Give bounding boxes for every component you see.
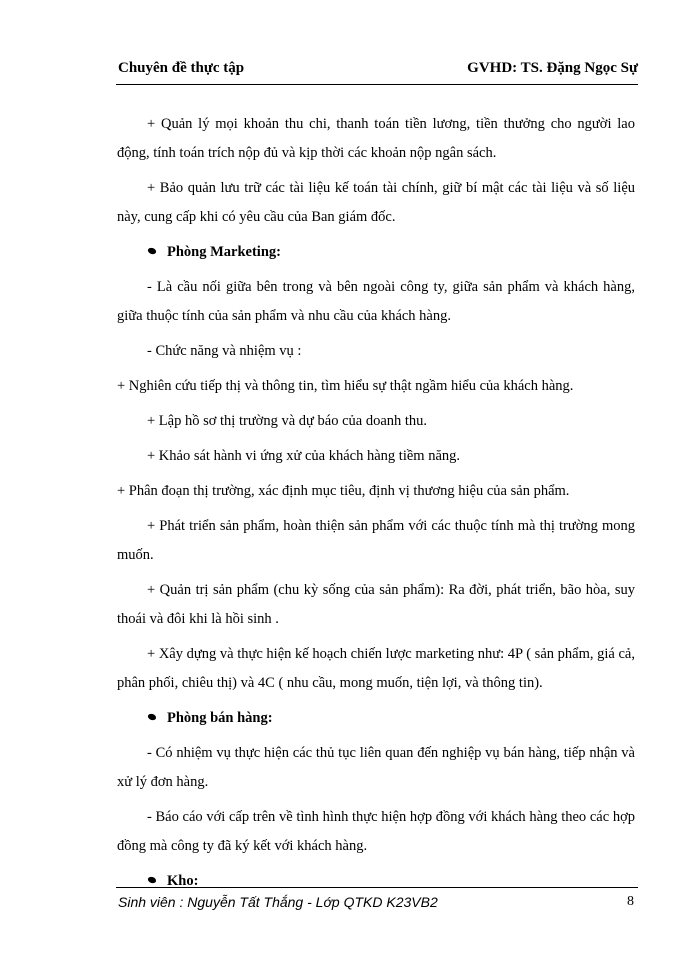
header-advisor: GVHD: TS. Đặng Ngọc Sự [467, 60, 638, 76]
paragraph: + Quản trị sản phẩm (chu kỳ sống của sản phẩm): Ra đời, phát triển, bão hòa, suy thoái và đôi khi là hồi sinh . [117, 582, 635, 627]
paragraph: - Chức năng và nhiệm vụ : [147, 343, 302, 359]
bullet-icon [147, 876, 157, 885]
page-footer [116, 887, 638, 916]
page-number: 8 [627, 894, 634, 909]
paragraph: + Lập hồ sơ thị trường và dự báo của doanh thu. [147, 413, 428, 429]
paragraph: + Khảo sát hành vi ứng xử của khách hàng tiềm năng. [147, 448, 461, 464]
header-title: Chuyên đề thực tập [118, 60, 245, 76]
paragraph: + Nghiên cứu tiếp thị và thông tin, tìm hiểu sự thật ngầm hiểu của khách hàng. [117, 378, 574, 394]
paragraph: + Phân đoạn thị trường, xác định mục tiêu, định vị thương hiệu của sản phẩm. [117, 483, 570, 499]
paragraph: + Bảo quản lưu trữ các tài liệu kế toán tài chính, giữ bí mật các tài liệu và số liệu này, cung cấp khi có yêu cầu của Ban giám đốc. [117, 180, 635, 225]
paragraph: - Có nhiệm vụ thực hiện các thủ tục liên quan đến nghiệp vụ bán hàng, tiếp nhận và xử lý đơn hàng. [117, 745, 635, 790]
section-heading-marketing [117, 238, 635, 267]
page-header [116, 58, 638, 85]
document-body [117, 110, 635, 896]
heading-text: Phòng Marketing: [167, 244, 281, 260]
heading-text: Kho: [167, 873, 199, 889]
paragraph: + Xây dựng và thực hiện kế hoạch chiến lược marketing như: 4P ( sản phẩm, giá cả, phân phối, chiêu thị) và 4C ( nhu cầu, mong muốn, tiện lợi, và thông tin). [117, 646, 635, 691]
paragraph: - Là cầu nối giữa bên trong và bên ngoài công ty, giữa sản phẩm và khách hàng, giữa thuộc tính của sản phẩm và nhu cầu của khách hàng. [117, 279, 635, 324]
heading-text: Phòng bán hàng: [167, 710, 273, 726]
bullet-icon [147, 713, 157, 722]
bullet-icon [147, 247, 157, 256]
paragraph: + Phát triển sản phẩm, hoàn thiện sản phẩm với các thuộc tính mà thị trường mong muốn. [117, 518, 635, 563]
footer-student: Sinh viên : Nguyễn Tất Thắng - Lớp QTKD K23VB2 [118, 894, 438, 910]
paragraph: + Quản lý mọi khoản thu chi, thanh toán tiền lương, tiền thưởng cho người lao động, tính toán trích nộp đủ và kịp thời các khoản nộp ngân sách. [117, 116, 635, 161]
section-heading-sales [117, 704, 635, 733]
paragraph: - Báo cáo với cấp trên về tình hình thực hiện hợp đồng với khách hàng theo các hợp đồng mà công ty đã ký kết với khách hàng. [117, 809, 635, 854]
